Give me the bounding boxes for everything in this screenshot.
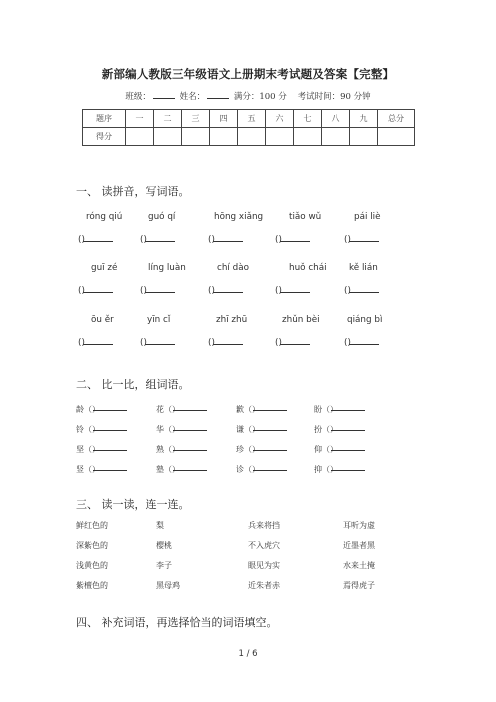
compare-item[interactable]: 竖（ ）	[76, 464, 100, 475]
pinyin-item: chí dào	[217, 263, 250, 273]
pinyin-item: róng qiú	[86, 212, 123, 222]
answer-blank[interactable]: ( )	[78, 235, 85, 245]
match-item[interactable]: 近墨者黑	[343, 541, 375, 550]
pinyin-item: huǒ chái	[289, 263, 327, 273]
page-number: 1 / 6	[238, 649, 258, 659]
score-cell[interactable]	[182, 128, 210, 146]
answer-blank[interactable]: ( )	[140, 286, 147, 296]
score-cell[interactable]	[238, 128, 266, 146]
section-1-heading: 一、 读拼音，写词语。	[76, 185, 190, 198]
pinyin-item: tiǎo wǔ	[289, 212, 322, 222]
class-label: 班级：	[125, 92, 151, 102]
name-label: 姓名：	[179, 92, 206, 102]
score-table-row	[83, 128, 415, 146]
match-item[interactable]: 紫檀色的	[76, 581, 108, 590]
time-label: 考试时间：90 分钟	[297, 92, 371, 102]
score-header-cell: 六	[266, 110, 294, 128]
compare-item[interactable]: 仰（ ）	[314, 444, 338, 455]
match-item[interactable]: 梨	[156, 521, 164, 530]
compare-item[interactable]: 抑（ ）	[314, 464, 338, 475]
name-blank	[207, 90, 229, 99]
score-cell[interactable]	[294, 128, 322, 146]
answer-blank[interactable]: ( )	[344, 286, 351, 296]
compare-item[interactable]: 熟（ ）	[156, 444, 180, 455]
compare-item[interactable]: 花（ ）	[156, 404, 180, 415]
compare-item[interactable]: 珍（ ）	[236, 444, 260, 455]
match-item[interactable]: 耳听为虚	[343, 521, 375, 530]
answer-blank[interactable]: ( )	[140, 338, 147, 348]
answer-blank[interactable]: ( )	[78, 338, 85, 348]
answer-blank[interactable]: ( )	[208, 286, 215, 296]
pinyin-item: ōu ěr	[91, 315, 114, 325]
compare-item[interactable]: 坚（ ）	[76, 444, 100, 455]
pinyin-item: zhǔn bèi	[282, 315, 320, 325]
match-item[interactable]: 鲜红色的	[76, 521, 108, 530]
pinyin-item: guī zé	[91, 263, 118, 273]
compare-item[interactable]: 龄（ ）	[76, 404, 100, 415]
answer-blank[interactable]: ( )	[208, 338, 215, 348]
score-header-cell: 总分	[378, 110, 415, 128]
pinyin-item: zhī zhū	[216, 315, 248, 325]
class-blank	[153, 90, 175, 99]
score-cell[interactable]	[350, 128, 378, 146]
compare-item[interactable]: 华（ ）	[156, 424, 180, 435]
pinyin-item: hōng xiǎng	[214, 212, 264, 222]
answer-blank[interactable]: ( )	[275, 235, 282, 245]
match-item[interactable]: 兵来将挡	[248, 521, 280, 530]
match-item[interactable]: 水来土掩	[343, 561, 375, 570]
score-header-cell: 七	[294, 110, 322, 128]
section-3-heading: 三、 读一读，连一连。	[76, 498, 190, 511]
score-header-cell: 题序	[83, 110, 126, 128]
answer-blank[interactable]: ( )	[344, 235, 351, 245]
answer-blank[interactable]: ( )	[140, 235, 147, 245]
compare-item[interactable]: 塾（ ）	[156, 464, 180, 475]
compare-item[interactable]: 诊（ ）	[236, 464, 260, 475]
score-header-cell: 九	[350, 110, 378, 128]
compare-item[interactable]: 谦（ ）	[236, 424, 260, 435]
score-header-cell: 三	[182, 110, 210, 128]
compare-item[interactable]: 歉（ ）	[236, 404, 260, 415]
score-header-cell: 五	[238, 110, 266, 128]
score-cell[interactable]	[378, 128, 415, 146]
pinyin-item: kě lián	[349, 263, 378, 273]
match-item[interactable]: 黑母鸡	[156, 581, 180, 590]
section-4-heading: 四、 补充词语，再选择恰当的词语填空。	[76, 616, 278, 629]
score-cell[interactable]	[322, 128, 350, 146]
answer-blank[interactable]: ( )	[344, 338, 351, 348]
compare-item[interactable]: 铃（ ）	[76, 424, 100, 435]
page-title: 新部编人教版三年级语文上册期末考试题及答案【完整】	[101, 67, 395, 81]
score-header-cell: 一	[126, 110, 154, 128]
score-header-cell: 二	[154, 110, 182, 128]
score-header-cell: 四	[210, 110, 238, 128]
exam-info-line	[0, 90, 496, 102]
score-row-label: 得分	[83, 128, 126, 146]
score-header-cell: 八	[322, 110, 350, 128]
pinyin-item: guó qí	[148, 212, 176, 222]
score-table-header	[83, 110, 415, 128]
match-item[interactable]: 眼见为实	[248, 561, 280, 570]
pinyin-item: líng luàn	[148, 263, 186, 273]
pinyin-item: pái liè	[354, 212, 381, 222]
score-label: 满分：100 分	[233, 92, 287, 102]
answer-blank[interactable]: ( )	[208, 235, 215, 245]
match-item[interactable]: 李子	[156, 561, 172, 570]
answer-blank[interactable]: ( )	[78, 286, 85, 296]
match-item[interactable]: 焉得虎子	[343, 581, 375, 590]
score-table	[82, 109, 415, 146]
answer-blank[interactable]: ( )	[275, 338, 282, 348]
pinyin-item: yīn cǐ	[147, 315, 171, 325]
pinyin-item: qiáng bì	[347, 315, 383, 325]
match-item[interactable]: 浅黄色的	[76, 561, 108, 570]
score-cell[interactable]	[266, 128, 294, 146]
score-cell[interactable]	[154, 128, 182, 146]
match-item[interactable]: 不入虎穴	[248, 541, 280, 550]
match-item[interactable]: 近朱者赤	[248, 581, 280, 590]
compare-item[interactable]: 扮（ ）	[314, 424, 338, 435]
compare-item[interactable]: 盼（ ）	[314, 404, 338, 415]
score-cell[interactable]	[126, 128, 154, 146]
match-item[interactable]: 樱桃	[156, 541, 172, 550]
section-2-heading: 二、 比一比，组词语。	[76, 378, 190, 391]
match-item[interactable]: 深紫色的	[76, 541, 108, 550]
answer-blank[interactable]: ( )	[275, 286, 282, 296]
score-cell[interactable]	[210, 128, 238, 146]
